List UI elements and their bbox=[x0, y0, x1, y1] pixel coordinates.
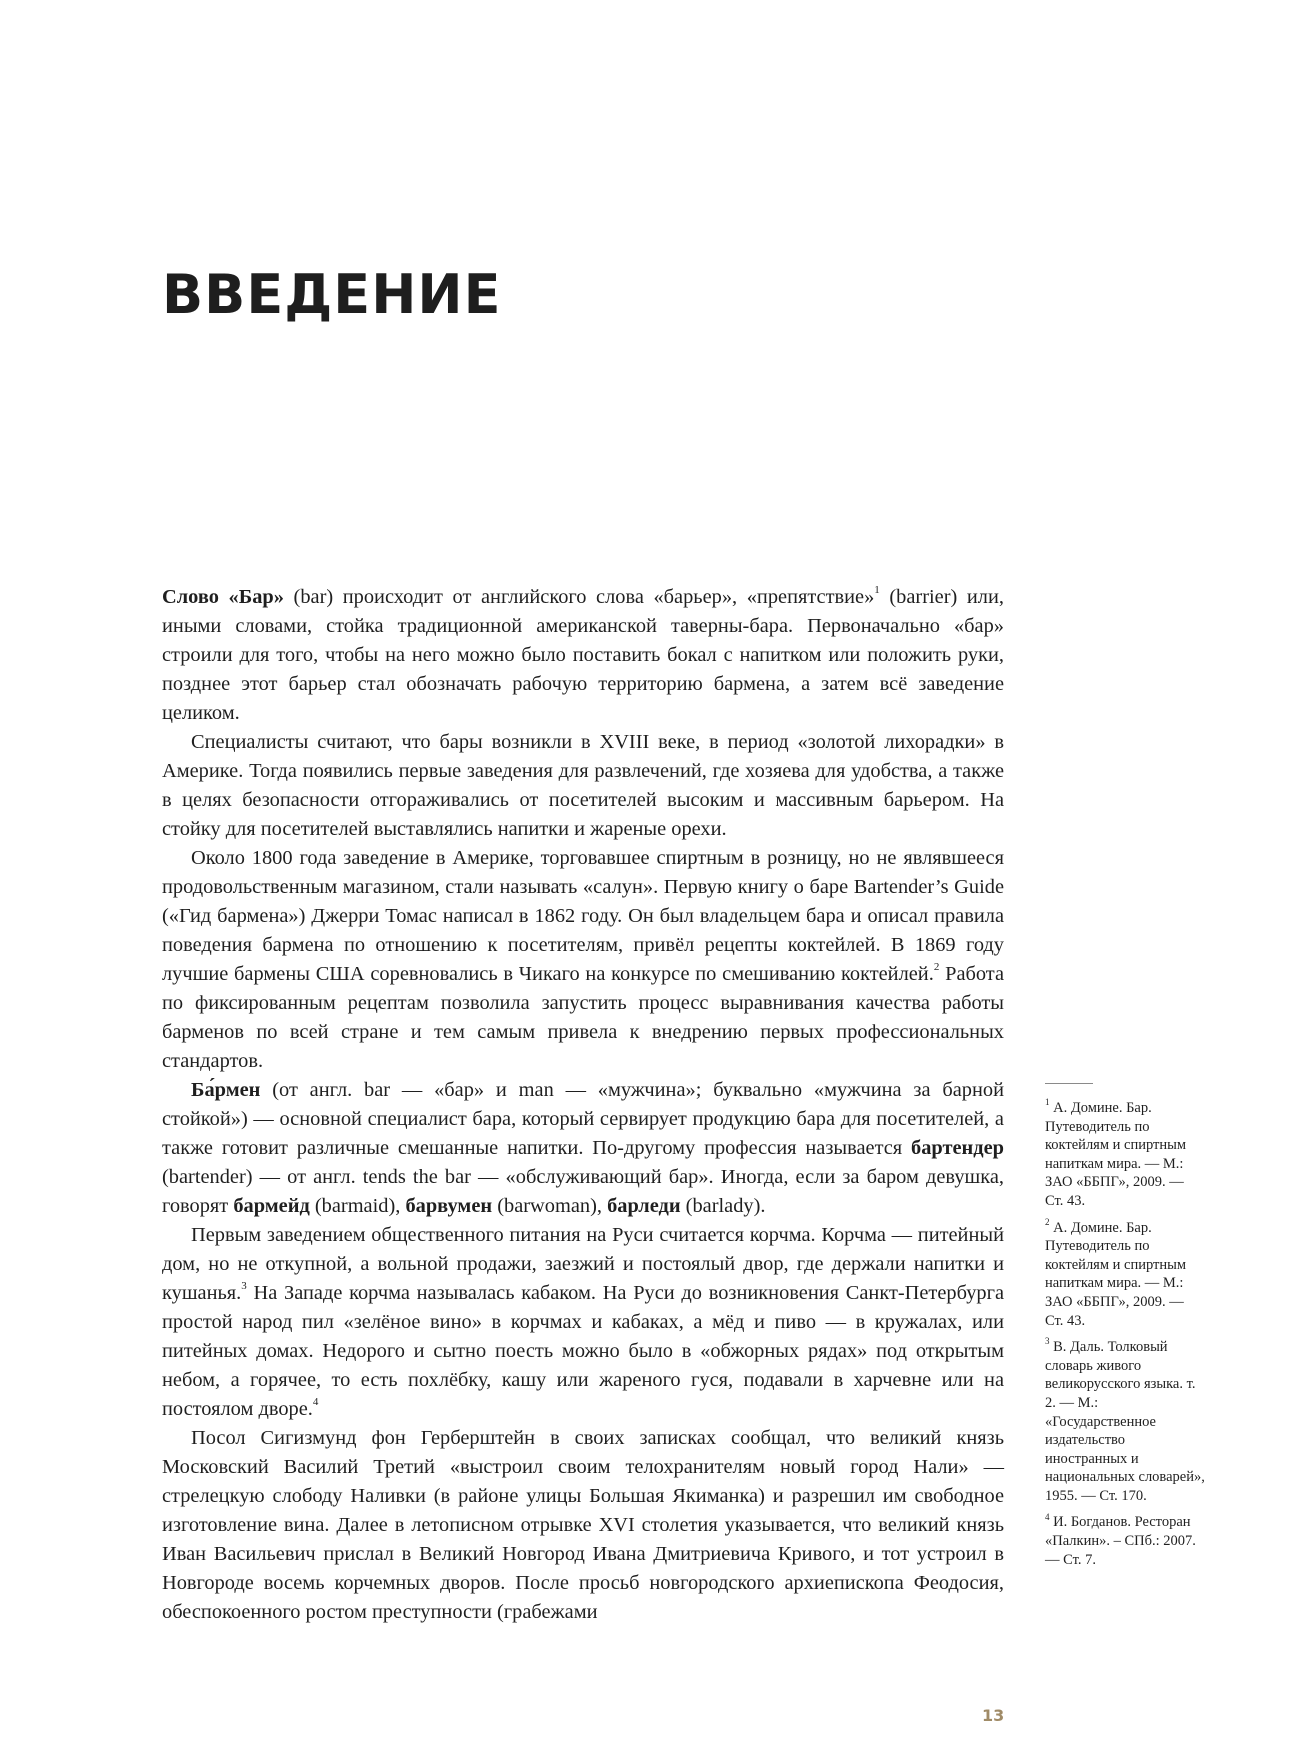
footnote-text: В. Даль. Толковый словарь живого великорусского языка. т. 2. — М.: «Государственное издательство иностранных и национальных словарей», 1955. — Ст. 170. bbox=[1045, 1339, 1205, 1504]
footnote-text: И. Богданов. Ресторан «Палкин». – СПб.: 2007. — Ст. 7. bbox=[1045, 1514, 1196, 1568]
paragraph-text: Посол Сигизмунд фон Герберштейн в своих записках сообщал, что великий князь Московский Василий Третий «выстроил своим телохранителям новый город Нали» — стрелецкую слободу Наливки (в районе улицы Большая Якиманка) и разрешил им свободное изготовление вина. Далее в летописном отрывке XVI столетия указывается, что великий князь Иван Васильевич прислал в Великий Новгород Ивана Дмитриевича Кривого, и тот устроил в Новгороде восемь корчемных дворов. После просьб новгородского архиепископа Феодосия, обеспокоенного ростом преступности (грабежами bbox=[162, 1427, 1004, 1623]
paragraph-text: Первым заведением общественного питания на Руси считается корчма. Корчма — питейный дом, но не откупной, а вольной продажи, заезжий и постоялый двор, где держали напитки и кушанья. bbox=[162, 1224, 1004, 1304]
body-text bbox=[162, 583, 1004, 1627]
chapter-title: ВВЕДЕНИЕ bbox=[162, 263, 502, 326]
footnote-ref: 2 bbox=[933, 961, 940, 974]
footnote-2 bbox=[1045, 1216, 1205, 1331]
footnote-number: 3 bbox=[1045, 1336, 1050, 1347]
footnote-ref: 1 bbox=[874, 584, 880, 597]
bold-term: барвумен bbox=[405, 1195, 493, 1217]
footnote-divider bbox=[1045, 1083, 1093, 1084]
paragraph-2 bbox=[162, 728, 1004, 844]
footnotes bbox=[1045, 1099, 1205, 1577]
bold-term: Слово «Бар» bbox=[162, 586, 284, 608]
bold-term: бармейд bbox=[233, 1195, 310, 1217]
footnote-number: 2 bbox=[1045, 1216, 1050, 1227]
paragraph-text: На Западе корчма называлась кабаком. На Руси до возникновения Санкт-Петербурга простой народ пил «зелёное вино» в корчмах и кабаках, а мёд и пиво — в кружалах, или питейных домах. Недорого и сытно поесть можно было в «обжорных рядах» под открытым небом, а горячее, то есть похлёбку, кашу или жареного гуся, подавали в харчевне или на постоялом дворе. bbox=[162, 1282, 1004, 1420]
paragraph-text: (barlady). bbox=[680, 1195, 766, 1217]
paragraph-text: (bar) происходит от английского слова «барьер», «препятствие» bbox=[283, 586, 875, 608]
paragraph-text: (от англ. bar — «бар» и man — «мужчина»; буквально «мужчина за барной стойкой») — основной специалист бара, который сервирует продукцию бара для посетителей, а также готовит различные смешанные напитки. По-другому профессия называется bbox=[162, 1079, 1004, 1159]
paragraph-text: (bartender) — от англ. tends the bar — «обслуживающий бар». Иногда, если за баром девушка, говорят bbox=[162, 1166, 1004, 1217]
bold-term: барледи bbox=[607, 1195, 681, 1217]
paragraph-5 bbox=[162, 1221, 1004, 1424]
footnote-text: А. Домине. Бар. Путеводитель по коктейлям и спиртным напиткам мира. — М.: ЗАО «ББПГ», 2009. — Ст. 43. bbox=[1045, 1100, 1187, 1209]
footnote-ref: 4 bbox=[312, 1396, 319, 1409]
footnote-text: А. Домине. Бар. Путеводитель по коктейлям и спиртным напиткам мира. — М.: ЗАО «ББПГ», 2009. — Ст. 43. bbox=[1045, 1219, 1187, 1329]
paragraph-4 bbox=[162, 1076, 1004, 1221]
paragraph-6 bbox=[162, 1424, 1004, 1627]
footnote-4 bbox=[1045, 1513, 1205, 1569]
footnote-number: 1 bbox=[1045, 1097, 1050, 1108]
footnote-number: 4 bbox=[1045, 1511, 1050, 1522]
footnote-3 bbox=[1045, 1338, 1205, 1505]
paragraph-text: (barrier) или, иными словами, стойка традиционной американской таверны-бара. Первоначально «бар» строили для того, чтобы на него можно было поставить бокал с напитком или положить руки, позднее этот барьер стал обозначать рабочую территорию бармена, а затем всё заведение целиком. bbox=[162, 586, 1004, 724]
paragraph-text: Около 1800 года заведение в Америке, торговавшее спиртным в розницу, но не являвшееся продовольственным магазином, стали называть «салун». Первую книгу о баре Bartender’s Guide («Гид бармена») Джерри Томас написал в 1862 году. Он был владельцем бара и описал правила поведения бармена по отношению к посетителям, привёл рецепты коктейлей. В 1869 году лучшие бармены США соревновались в Чикаго на конкурсе по смешиванию коктейлей. bbox=[162, 847, 1004, 985]
paragraph-text: (barwoman), bbox=[492, 1195, 608, 1217]
bold-term: бартендер bbox=[911, 1137, 1004, 1159]
paragraph-1 bbox=[162, 583, 1004, 728]
footnote-ref: 3 bbox=[241, 1280, 247, 1293]
paragraph-3 bbox=[162, 844, 1004, 1076]
footnote-1 bbox=[1045, 1099, 1205, 1211]
bold-term: Ба́рмен bbox=[191, 1079, 261, 1101]
paragraph-text: (barmaid), bbox=[309, 1195, 406, 1217]
paragraph-text: Работа по фиксированным рецептам позволила запустить процесс выравнивания качества работы барменов по всей стране и тем самым привела к внедрению первых профессиональных стандартов. bbox=[162, 963, 1005, 1072]
paragraph-text: Специалисты считают, что бары возникли в XVIII веке, в период «золотой лихорадки» в Америке. Тогда появились первые заведения для развлечений, где хозяева для удобства, а также в целях безопасности отгораживались от посетителей высоким и массивным барьером. На стойку для посетителей выставлялись напитки и жареные орехи. bbox=[162, 731, 1004, 840]
page-number: 13 bbox=[982, 1706, 1005, 1725]
